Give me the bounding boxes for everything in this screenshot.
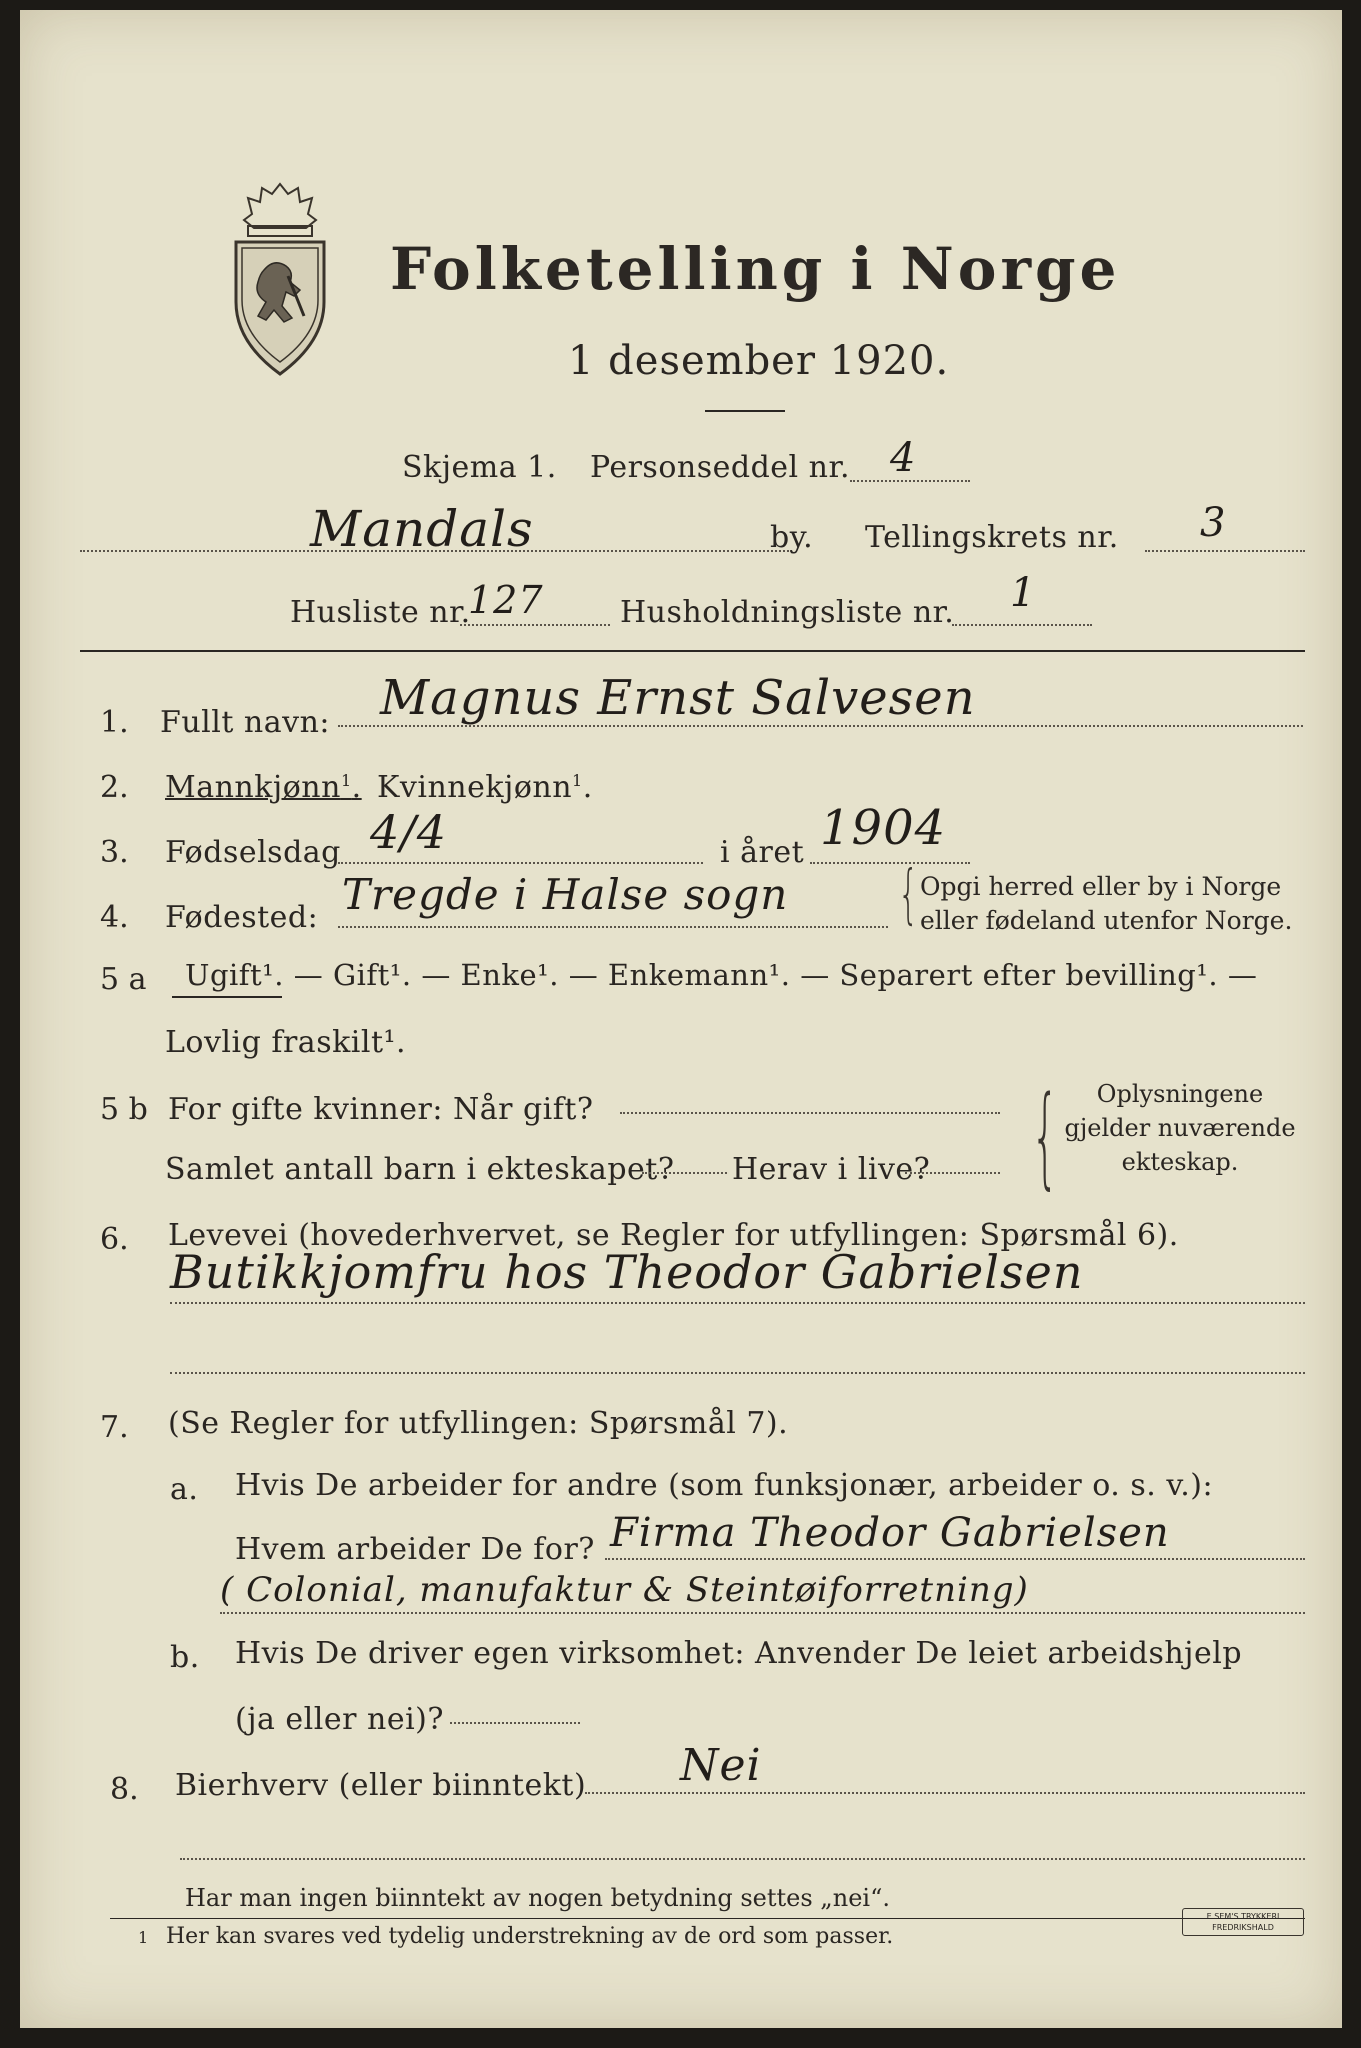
husliste-value: 127 [468,578,544,622]
q2-female-dot: . [582,770,593,805]
q7b-letter: b. [170,1640,200,1675]
census-date: 1 desember 1920. [568,338,950,384]
q2-male-dot: . [351,770,362,805]
title-divider [705,410,785,412]
q7a-line2: Hvem arbeider De for? [235,1532,595,1567]
q3-label: Fødselsdag [165,835,341,870]
q5b-line2b: Herav i live? [732,1152,931,1187]
q4-note-brace: { [898,858,919,932]
q5b-ilive-field[interactable] [905,1172,1000,1174]
form-title: Folketelling i Norge [390,235,1121,303]
q5b-note-line1: Oplysningene [1096,1080,1264,1108]
personseddel-value: 4 [890,435,917,481]
q8-field-2[interactable] [180,1858,1305,1860]
q2-male-sup: 1 [340,771,352,790]
printer-stamp-line1: E.SEM'S TRYKKERI [1206,1912,1280,1921]
q4-value: Tregde i Halse sogn [342,870,789,919]
husholdning-label: Husholdningsliste nr. [620,595,955,630]
q1-number: 1. [100,705,129,740]
q7b-line1: Hvis De driver egen virksomhet: Anvender De leiet arbeidshjelp [235,1636,1243,1671]
footnote-text: Her kan svares ved tydelig understrekning av de ord som passer. [166,1924,894,1949]
q5a-line1: Ugift¹. — Gift¹. — Enke¹. — Enkemann¹. — Separert efter bevilling¹. — [185,958,1258,992]
q5b-note-line3: ekteskap. [1121,1148,1239,1176]
q3-day-value: 4/4 [370,805,448,859]
q4-field[interactable] [338,926,888,928]
q7a-line1: Hvis De arbeider for andre (som funksjonær, arbeider o. s. v.): [235,1468,1214,1503]
q1-value: Magnus Ernst Salvesen [380,670,976,726]
q2-male [165,770,362,805]
tellingskrets-field[interactable] [1145,550,1305,552]
q5b-line1: For gifte kvinner: Når gift? [168,1092,594,1127]
q6-number: 6. [100,1222,129,1257]
q5a-line2: Lovlig fraskilt¹. [165,1025,407,1060]
q6-value: Butikkjomfru hos Theodor Gabrielsen [170,1245,1084,1299]
q6-field-2[interactable] [170,1372,1305,1374]
tellingskrets-label: Tellingskrets nr. [865,520,1119,555]
coat-of-arms-icon [228,180,332,380]
q5b-note-line2: gjelder nuværende [1064,1114,1296,1142]
q3-number: 3. [100,835,129,870]
footer-note: Har man ingen biinntekt av nogen betydning settes „nei“. [185,1884,890,1912]
q5b-line2a: Samlet antall barn i ekteskapet? [165,1152,675,1187]
q6-field-1[interactable] [170,1302,1305,1304]
husliste-label: Husliste nr. [290,595,471,630]
q8-number: 8. [110,1772,139,1807]
q2-female [377,770,593,805]
q7a-letter: a. [170,1472,199,1507]
by-label: by. [770,520,814,555]
personseddel-label: Personseddel nr. [590,450,851,485]
q5a-number: 5 a [100,962,147,997]
q5a-ugift-underline [172,996,282,998]
q5b-number: 5 b [100,1092,148,1127]
q4-note-line2: eller fødeland utenfor Norge. [920,906,1293,935]
q4-number: 4. [100,900,129,935]
printer-stamp [1182,1908,1304,1936]
q7-label: (Se Regler for utfyllingen: Spørsmål 7). [168,1406,789,1441]
q8-label: Bierhverv (eller biinntekt) [175,1768,587,1803]
tellingskrets-value: 3 [1200,500,1227,546]
q1-label: Fullt navn: [160,705,331,740]
footer-rule [110,1918,1305,1919]
printer-stamp-line2: FREDRIKSHALD [1212,1923,1274,1932]
q7b-field[interactable] [450,1722,580,1724]
skjema-label: Skjema 1. [402,450,557,485]
q7a-field-1[interactable] [605,1558,1305,1560]
q2-male-text: Mannkjønn [165,770,341,805]
header-rule [80,650,1305,652]
q5b-gift-field[interactable] [620,1112,1000,1114]
q2-number: 2. [100,770,129,805]
q7a-value-2: ( Colonial, manufaktur & Steintøiforretning) [220,1570,1029,1610]
q5b-note-brace: { [1031,1072,1059,1200]
q7-number: 7. [100,1410,129,1445]
husliste-field[interactable] [460,624,610,626]
census-form [20,10,1342,2028]
q3-year-field[interactable] [810,862,970,864]
q8-value: Nei [680,1740,762,1791]
footnote-number: 1 [138,1928,149,1947]
q7a-value-1: Firma Theodor Gabrielsen [610,1510,1170,1556]
q3-year-label: i året [720,835,805,870]
q6-label: Levevei (hovederhvervet, se Regler for utfyllingen: Spørsmål 6). [168,1218,1179,1253]
q7b-line2: (ja eller nei)? [235,1702,444,1737]
q2-female-sup: 1 [572,771,583,790]
husholdning-value: 1 [1010,570,1037,616]
husholdning-field[interactable] [952,624,1092,626]
q4-label: Fødested: [165,900,319,935]
q8-field-1[interactable] [585,1792,1305,1794]
q3-day-field[interactable] [338,862,703,864]
q5b-barn-field[interactable] [642,1172,727,1174]
q7a-field-2[interactable] [220,1612,1305,1614]
by-value: Mandals [310,500,534,558]
q4-note-line1: Opgi herred eller by i Norge [920,872,1282,901]
q2-female-text: Kvinnekjønn [377,770,573,805]
q3-year-value: 1904 [820,800,947,856]
